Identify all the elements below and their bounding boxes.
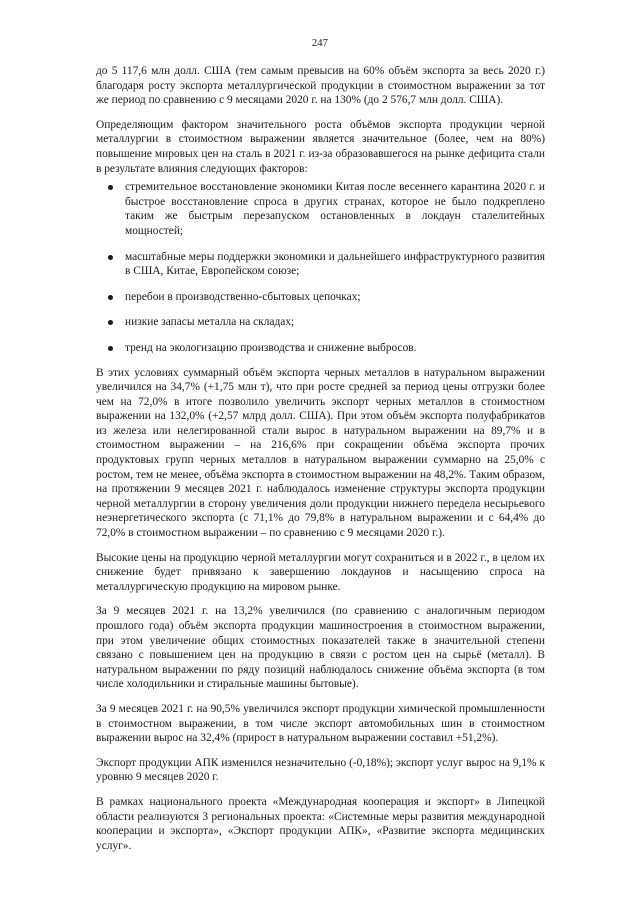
paragraph-4: Высокие цены на продукцию черной металлургии могут сохраниться и в 2022 г., в целом их снижение будет привязано к завершению локдаунов и насыщению спроса на металлургическую продукцию на мировом рынке.: [96, 551, 545, 593]
page-number: 247: [311, 38, 329, 49]
list-item: перебои в производственно-сбытовых цепочках;: [96, 290, 545, 305]
paragraph-1: до 5 117,6 млн долл. США (тем самым превысив на 60% объём экспорта за весь 2020 г.) благодаря росту экспорта металлургической продукции в стоимостном выражении за тот же период по сравнению с 9 месяцами 2020 г. на 130% (до 2 576,7 млн долл. США).: [96, 65, 545, 107]
paragraph-6: За 9 месяцев 2021 г. на 90,5% увеличился экспорт продукции химической промышленности в стоимостном выражении, в том числе экспорт автомобильных шин в стоимостном выражении вырос на 32,4% (прирост в натуральном выражении составил +51,2%).: [96, 702, 545, 745]
paragraph-7: Экспорт продукции АПК изменился незначительно (-0,18%); экспорт услуг вырос на 9,1% к уровню 9 месяцев 2020 г.: [96, 756, 545, 784]
paragraph-8: В рамках национального проекта «Международная кооперация и экспорт» в Липецкой области реализуются 3 региональных проекта: «Системные меры развития международной кооперации и экспорта», «Экспорт продукции АПК», «Развитие экспорта медицинских услуг».: [96, 795, 545, 852]
list-item: тренд на экологизацию производства и снижение выбросов.: [96, 341, 545, 356]
list-item: стремительное восстановление экономики Китая после весеннего карантина 2020 г. и быстрое восстановление спроса в других странах, которое не было подкреплено таким же быстрым перезапуском остановленных в локдаун сталелитейных мощностей;: [96, 180, 545, 238]
factors-list: [96, 180, 545, 355]
paragraph-2: Определяющим фактором значительного роста объёмов экспорта продукции черной металлургии в стоимостном выражении является значительное (более, чем на 80%) повышение мировых цен на сталь в 2021 г. из-за образовавшегося на рынке дефицита стали в результате влияния следующих факторов:: [96, 118, 545, 175]
paragraph-3: В этих условиях суммарный объём экспорта черных металлов в натуральном выражении увеличился на 34,7% (+1,75 млн т), что при росте средней за период цены отгрузки более чем на 72,0% в итоге позволило увеличить экспорт черных металлов в стоимостном выражении на 132,0% (+2,57 млрд долл. США). При этом объём экспорта полуфабрикатов из железа или нелегированной стали вырос в натуральном выражении на 89,7% и в стоимостном выражении – на 216,6% при сокращении объёма экспорта прочих продуктовых групп черных металлов в натуральном выражении суммарно на 25,0% с ростом, тем не менее, объёма экспорта в стоимостном выражении на 48,2%. Таким образом, на протяжении 9 месяцев 2021 г. наблюдалось изменение структуры экспорта продукции черной металлургии в сторону увеличения доли продукции нижнего передела несырьевого неэнергетического экспорта (с 71,1% до 79,8% в натуральном выражении и с 64,4% до 72,0% в стоимостном выражении – по сравнению с 9 месяцами 2020 г.).: [96, 366, 545, 540]
list-item: низкие запасы металла на складах;: [96, 315, 545, 330]
document-body: [96, 64, 545, 853]
list-item: масштабные меры поддержки экономики и дальнейшего инфраструктурного развития в США, Китае, Европейском союзе;: [96, 250, 545, 279]
paragraph-5: За 9 месяцев 2021 г. на 13,2% увеличился (по сравнению с аналогичным периодом прошлого года) объём экспорта продукции машиностроения в стоимостном выражении, при этом увеличение общих стоимостных показателей также в значительной степени связано с повышением цен на продукцию в связи с ростом цен на сырьё (металл). В натуральном выражении по ряду позиций наблюдалось снижение объёма экспорта (в том числе холодильники и стиральные машины бытовые).: [96, 605, 545, 691]
